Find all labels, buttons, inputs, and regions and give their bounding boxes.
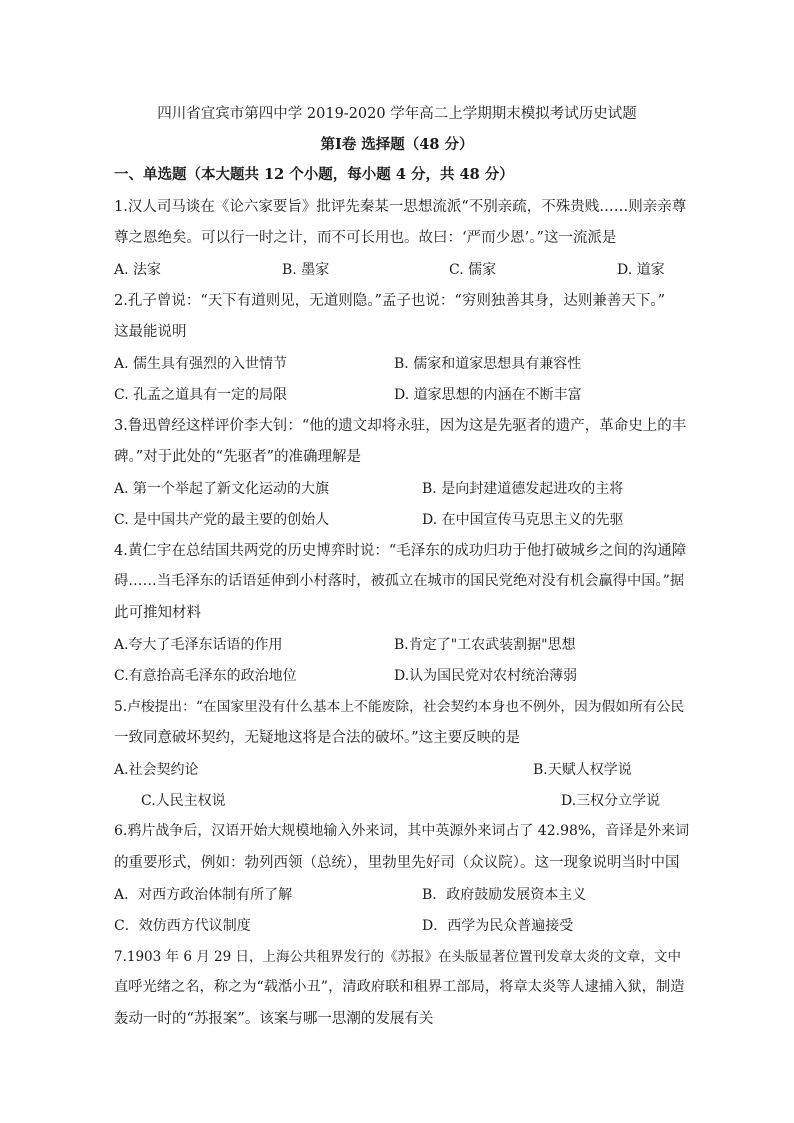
question-5-line-2: 一致同意破坏契约，无疑地这将是合法的破坏。”这主要反映的是 — [114, 730, 521, 746]
question-2-line-2: 这最能说明 — [114, 324, 187, 340]
question-4-option-a: A.夸大了毛泽东话语的作用 — [114, 637, 283, 653]
question-5-option-c: C.人民主权说 — [141, 793, 226, 809]
question-3-line-1: 3.鲁迅曾经这样评价李大钊：“他的遗文却将永驻，因为这是先驱者的遗产，革命史上的丰 — [114, 418, 687, 434]
question-7-line-3: 轰动一时的“苏报案”。该案与哪一思潮的发展有关 — [114, 1011, 434, 1027]
question-4-line-1: 4.黄仁宇在总结国共两党的历史博弈时说：“毛泽东的成功归功于他打破城乡之间的沟通障 — [114, 543, 687, 559]
question-2-option-b: B. 儒家和道家思想具有兼容性 — [394, 356, 582, 372]
question-1-option-a: A. 法家 — [114, 262, 162, 278]
question-1-option-c: C. 儒家 — [449, 262, 497, 278]
question-3-option-a: A. 第一个举起了新文化运动的大旗 — [114, 481, 330, 497]
question-6-line-2: 的重要形式，例如：勃列西领（总统），里勃里先好司（众议院）。这一现象说明当时中国 — [114, 855, 680, 871]
question-3-option-b: B. 是向封建道德发起进攻的主将 — [422, 481, 624, 497]
section-heading: 一、单选题（本大题共 12 个小题，每小题 4 分，共 48 分） — [114, 166, 514, 183]
question-4-option-d: D.认为国民党对农村统治薄弱 — [394, 668, 578, 684]
question-1-option-d: D. 道家 — [617, 262, 665, 278]
question-1-line-2: 尊之恩绝矣。可以行一时之计，而不可长用也。故曰：‘严而少恩’。”这一流派是 — [114, 230, 617, 246]
question-5-option-d: D.三权分立学说 — [561, 793, 661, 809]
exam-title: 四川省宜宾市第四中学 2019-2020 学年高二上学期期末模拟考试历史试题 — [157, 106, 637, 122]
question-6-option-b: B．政府鼓励发展资本主义 — [422, 887, 587, 903]
question-4-line-2: 碍……当毛泽东的话语延伸到小村落时，被孤立在城市的国民党绝对没有机会赢得中国。”据 — [114, 573, 685, 589]
part-heading: 第Ⅰ卷 选择题（48 分） — [320, 136, 474, 153]
question-6-option-d: D．西学为民众普遍接受 — [422, 918, 574, 934]
question-4-option-c: C.有意抬高毛泽东的政治地位 — [114, 668, 297, 684]
question-4-line-3: 此可推知材料 — [114, 605, 201, 621]
question-6-option-a: A．对西方政治体制有所了解 — [114, 887, 293, 903]
question-6-option-c: C．效仿西方代议制度 — [114, 918, 251, 934]
question-4-option-b: B.肯定了"工农武装割据"思想 — [394, 637, 576, 653]
question-5-option-b: B.天赋人权学说 — [533, 762, 632, 778]
question-2-option-a: A. 儒生具有强烈的入世情节 — [114, 356, 288, 372]
question-2-option-d: D. 道家思想的内涵在不断丰富 — [394, 387, 582, 403]
question-6-line-1: 6.鸦片战争后，汉语开始大规模地输入外来词，其中英源外来词占了 42.98%，音译是外来词 — [114, 823, 690, 839]
question-3-option-c: C. 是中国共产党的最主要的创始人 — [114, 512, 330, 528]
question-1-option-b: B. 墨家 — [282, 262, 330, 278]
question-5-line-1: 5.卢梭提出：“在国家里没有什么基本上不能废除，社会契约本身也不例外，因为假如所有公民 — [114, 699, 685, 715]
question-3-line-2: 碑。”对于此处的“先驱者”的准确理解是 — [114, 449, 361, 465]
question-2-line-1: 2.孔子曾说：“天下有道则见，无道则隐。”孟子也说：“穷则独善其身，达则兼善天下。” — [114, 293, 665, 309]
question-1-line-1: 1.汉人司马谈在《论六家要旨》批评先秦某一思想流派“不别亲疏，不殊贵贱……则亲亲尊 — [114, 199, 687, 215]
question-2-option-c: C. 孔孟之道具有一定的局限 — [114, 387, 288, 403]
question-3-option-d: D. 在中国宣传马克思主义的先驱 — [422, 512, 624, 528]
question-7-line-1: 7.1903 年 6 月 29 日，上海公共租界发行的《苏报》在头版显著位置刊发章太炎的文章，文中 — [114, 949, 681, 965]
question-7-line-2: 直呼光绪之名，称之为“载湉小丑”，清政府联和租界工部局，将章太炎等人逮捕入狱，制造 — [114, 979, 685, 995]
question-5-option-a: A.社会契约论 — [114, 762, 199, 778]
